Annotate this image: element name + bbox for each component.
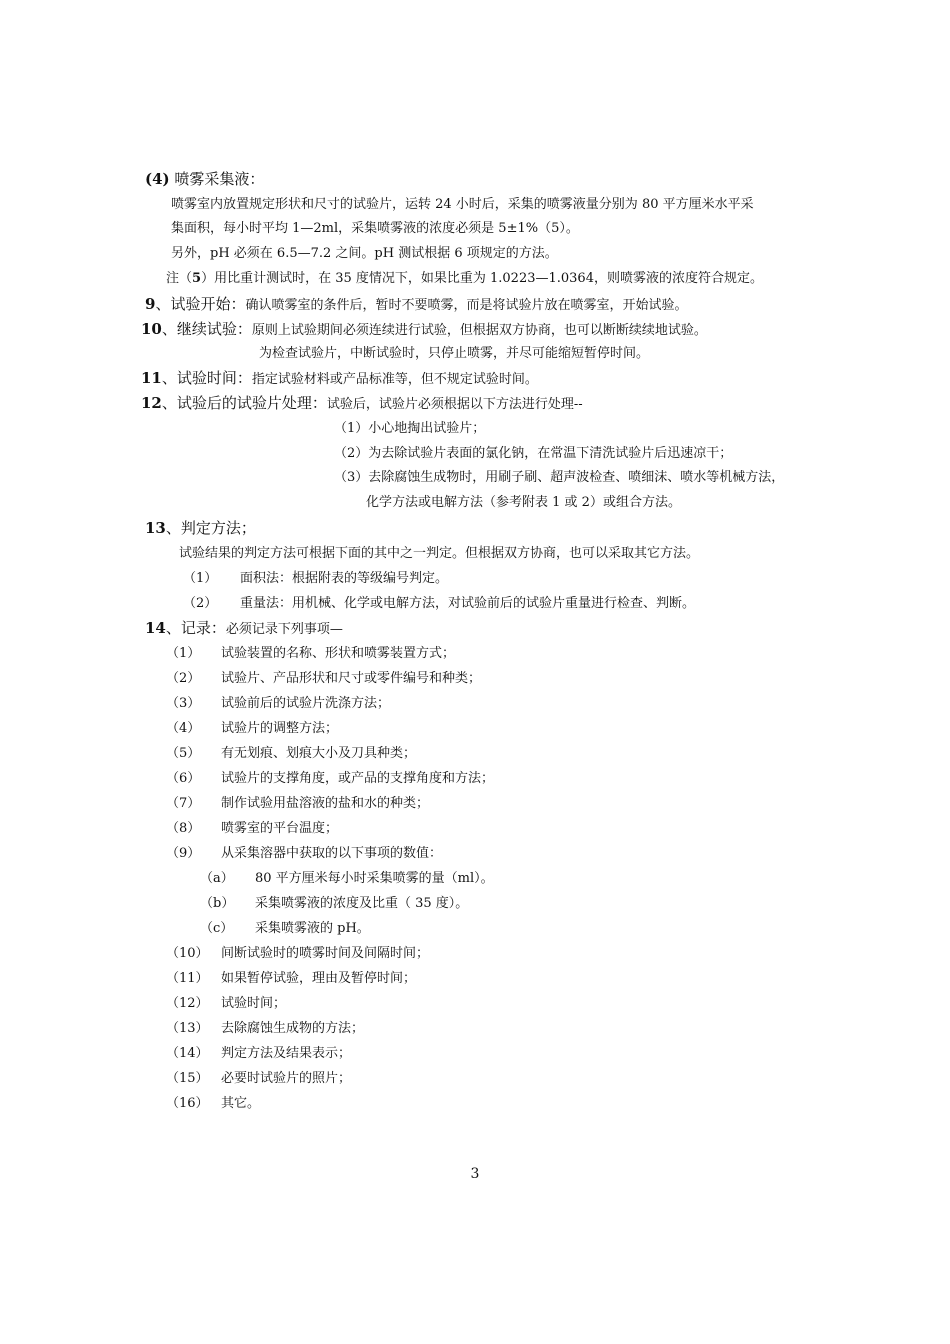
record-item-text: 试验时间； — [221, 996, 287, 1011]
section-4-number: (4) — [145, 170, 170, 188]
page-number: 3 — [470, 1166, 480, 1182]
record-subitem-num: （a） — [200, 871, 234, 886]
section-13-intro: 试验结果的判定方法可根据下面的其中之一判定。但根据双方协商，也可以采取其它方法。 — [179, 546, 700, 561]
section-9-title: 、试验开始： — [155, 295, 246, 313]
section-10-title: 、继续试验： — [161, 320, 252, 338]
section-4-note — [166, 271, 763, 287]
section-12-item-2: （2）为去除试验片表面的氯化钠，在常温下清洗试验片后迅速凉干； — [334, 446, 733, 461]
section-13-item-2-text: 重量法：用机械、化学或电解方法，对试验前后的试验片重量进行检查、判断。 — [240, 596, 696, 611]
record-item-num: （1） — [166, 646, 201, 661]
record-item-text: 喷雾室的平台温度； — [221, 821, 339, 836]
record-subitem-num: （c） — [200, 921, 234, 936]
section-13-item-1-num: （1） — [183, 571, 218, 586]
record-subitem-text: 80 平方厘米每小时采集喷雾的量（ml）。 — [255, 871, 494, 886]
record-item-num: （2） — [166, 671, 201, 686]
record-item-text: 有无划痕、划痕大小及刀具种类； — [221, 746, 417, 761]
section-10-text2: 为检查试验片，中断试验时，只停止喷雾，并尽可能缩短暂停时间。 — [259, 346, 650, 361]
section-9 — [145, 295, 687, 314]
section-12-item-1: （1）小心地掏出试验片； — [334, 421, 486, 436]
record-item-text: 去除腐蚀生成物的方法； — [221, 1021, 365, 1036]
record-item-text: 必要时试验片的照片； — [221, 1071, 352, 1086]
section-4-para1-line1: 喷雾室内放置规定形状和尺寸的试验片，运转 24 小时后，采集的喷雾液量分别为 80 平方厘米水平采 — [171, 197, 754, 212]
record-item-num: （5） — [166, 746, 201, 761]
section-11-title: 、试验时间： — [161, 369, 252, 387]
record-item-num: （16） — [166, 1096, 209, 1111]
record-item-text: 试验片的支撑角度，或产品的支撑角度和方法； — [221, 771, 495, 786]
section-11-number: 11 — [141, 369, 162, 387]
record-item-text: 试验装置的名称、形状和喷雾装置方式； — [221, 646, 456, 661]
section-13-title: 、判定方法； — [165, 519, 256, 537]
section-9-number: 9 — [145, 295, 156, 313]
section-9-text: 确认喷雾室的条件后，暂时不要喷雾，而是将试验片放在喷雾室，开始试验。 — [245, 298, 688, 313]
section-13-number: 13 — [145, 519, 166, 537]
record-item-num: （7） — [166, 796, 201, 811]
record-subitem-num: （b） — [200, 896, 235, 911]
section-12-number: 12 — [141, 394, 162, 412]
section-14 — [145, 619, 343, 638]
record-item-text: 判定方法及结果表示； — [221, 1046, 352, 1061]
section-12-title: 、试验后的试验片处理： — [161, 394, 327, 412]
record-item-num: （3） — [166, 696, 201, 711]
record-item-text: 试验前后的试验片洗涤方法； — [221, 696, 391, 711]
section-13-item-2-num: （2） — [183, 596, 218, 611]
record-item-num: （4） — [166, 721, 201, 736]
section-14-number: 14 — [145, 619, 166, 637]
record-item-text: 如果暂停试验，理由及暂停时间； — [221, 971, 417, 986]
section-4-title: 喷雾采集液： — [174, 170, 265, 188]
record-item-num: （15） — [166, 1071, 209, 1086]
record-item-num: （13） — [166, 1021, 209, 1036]
section-4-heading — [145, 170, 264, 188]
section-4-para1-line2: 集面积，每小时平均 1—2ml，采集喷雾液的浓度必须是 5±1%（5）。 — [171, 221, 579, 236]
record-item-text: 试验片的调整方法； — [221, 721, 339, 736]
note-text: ）用比重计测试时，在 35 度情况下，如果比重为 1.0223—1.0364，则喷雾液的浓度符合规定。 — [201, 271, 763, 286]
section-11 — [141, 369, 538, 388]
section-12-item-3: （3）去除腐蚀生成物时，用刷子刷、超声波检查、喷细沫、喷水等机械方法， — [334, 470, 785, 485]
record-subitem-text: 采集喷雾液的 pH。 — [255, 921, 370, 936]
record-item-text: 试验片、产品形状和尺寸或零件编号和种类； — [221, 671, 482, 686]
record-item-text: 其它。 — [221, 1096, 261, 1111]
record-item-num: （12） — [166, 996, 209, 1011]
record-item-num: （10） — [166, 946, 209, 961]
record-item-num: （9） — [166, 846, 201, 861]
section-10 — [141, 320, 707, 339]
section-11-text: 指定试验材料或产品标准等，但不规定试验时间。 — [251, 372, 538, 387]
section-14-text: 必须记录下列事项— — [225, 622, 343, 637]
note-number: 5 — [192, 271, 202, 286]
record-item-num: （6） — [166, 771, 201, 786]
section-13-item-1-text: 面积法：根据附表的等级编号判定。 — [240, 571, 449, 586]
section-12-text: 试验后，试验片必须根据以下方法进行处理-- — [326, 397, 583, 412]
section-10-number: 10 — [141, 320, 162, 338]
section-12 — [141, 394, 583, 413]
section-14-title: 、记录： — [165, 619, 226, 637]
record-item-text: 制作试验用盐溶液的盐和水的种类； — [221, 796, 430, 811]
section-12-item-3-cont: 化学方法或电解方法（参考附表 1 或 2）或组合方法。 — [366, 495, 681, 510]
record-item-num: （8） — [166, 821, 201, 836]
record-item-num: （11） — [166, 971, 209, 986]
record-subitem-text: 采集喷雾液的浓度及比重（ 35 度）。 — [255, 896, 469, 911]
section-10-text1: 原则上试验期间必须连续进行试验，但根据双方协商，也可以断断续续地试验。 — [251, 323, 707, 338]
record-item-text: 间断试验时的喷雾时间及间隔时间； — [221, 946, 430, 961]
note-prefix: 注（ — [166, 271, 193, 286]
section-4-para2: 另外，pH 必须在 6.5—7.2 之间。pH 测试根据 6 项规定的方法。 — [171, 246, 558, 261]
section-13-heading — [145, 519, 256, 538]
record-item-text: 从采集溶器中获取的以下事项的数值： — [221, 846, 443, 861]
record-item-num: （14） — [166, 1046, 209, 1061]
